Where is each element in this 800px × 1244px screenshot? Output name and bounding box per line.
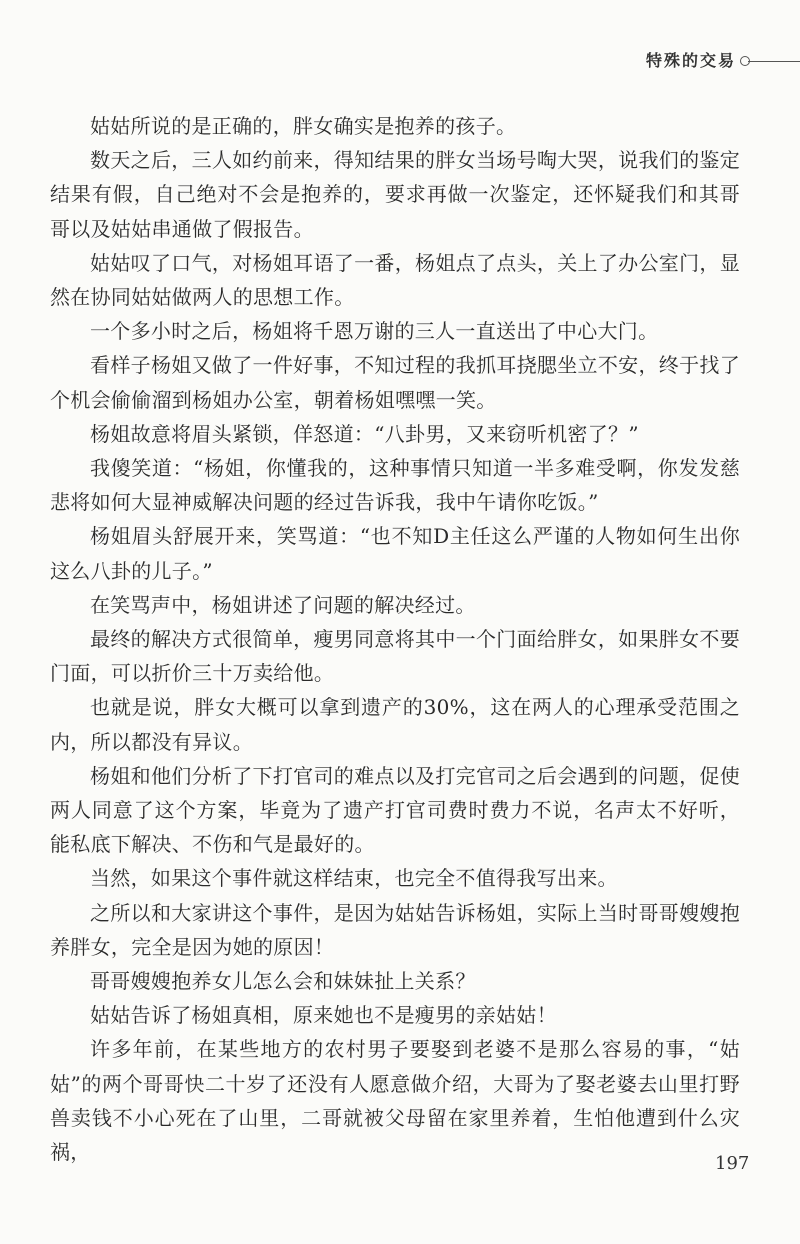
running-title: 特殊的交易 (645, 51, 736, 70)
paragraph: 之所以和大家讲这个事件，是因为姑姑告诉杨姐，实际上当时哥哥嫂嫂抱养胖女，完全是因为她的原因！ (50, 900, 740, 959)
body-text (50, 109, 740, 1169)
paragraph: 在笑骂声中，杨姐讲述了问题的解决经过。 (90, 592, 476, 617)
paragraph: 也就是说，胖女大概可以拿到遗产的30%，这在两人的心理承受范围之内，所以都没有异议。 (50, 695, 740, 754)
paragraph: 最终的解决方式很简单，瘦男同意将其中一个门面给胖女，如果胖女不要门面，可以折价三十万卖给他。 (50, 627, 740, 686)
paragraph: 杨姐故意将眉头紧锁，佯怒道：“八卦男，又来窃听机密了？” (90, 421, 639, 446)
paragraph: 姑姑所说的是正确的，胖女确实是抱养的孩子。 (90, 114, 517, 138)
paragraph: 我傻笑道：“杨姐，你懂我的，这种事情只知道一半多难受啊，你发发慈悲将如何大显神威解决问题的经过告诉我，我中午请你吃饭。” (50, 456, 740, 515)
paragraph: 姑姑叹了口气，对杨姐耳语了一番，杨姐点了点头，关上了办公室门，显然在协同姑姑做两人的思想工作。 (50, 250, 740, 310)
running-header (0, 44, 800, 84)
paragraph: 哥哥嫂嫂抱养女儿怎么会和妹妹扯上关系？ (90, 969, 476, 994)
paragraph: 姑姑告诉了杨姐真相，原来她也不是瘦男的亲姑姑！ (90, 1003, 557, 1028)
paragraph: 杨姐眉头舒展开来，笑骂道：“也不知D主任这么严谨的人物如何生出你这么八卦的儿子。” (50, 524, 740, 583)
paragraph: 当然，如果这个事件就这样结束，也完全不值得我写出来。 (90, 866, 618, 891)
paragraph: 许多年前，在某些地方的农村男子要娶到老婆不是那么容易的事，“姑姑”的两个哥哥快二十岁了还没有人愿意做介绍，大哥为了娶老婆去山里打野兽卖钱不小心死在了山里，二哥就被父母留在家里养着，生怕他遭到什么灾祸， (50, 1037, 740, 1165)
paragraph: 一个多小时之后，杨姐将千恩万谢的三人一直送出了中心大门。 (90, 319, 659, 344)
page-number: 197 (715, 1153, 750, 1174)
header-rule (748, 61, 800, 62)
paragraph: 看样子杨姐又做了一件好事，不知过程的我抓耳挠腮坐立不安，终于找了个机会偷偷溜到杨姐办公室，朝着杨姐嘿嘿一笑。 (50, 353, 740, 412)
paragraph: 杨姐和他们分析了下打官司的难点以及打完官司之后会遇到的问题，促使两人同意了这个方案，毕竟为了遗产打官司费时费力不说，名声太不好听，能私底下解决、不伤和气是最好的。 (50, 763, 740, 857)
paragraph: 数天之后，三人如约前来，得知结果的胖女当场号啕大哭，说我们的鉴定结果有假，自己绝对不会是抱养的，要求再做一次鉴定，还怀疑我们和其哥哥以及姑姑串通做了假报告。 (50, 148, 740, 241)
